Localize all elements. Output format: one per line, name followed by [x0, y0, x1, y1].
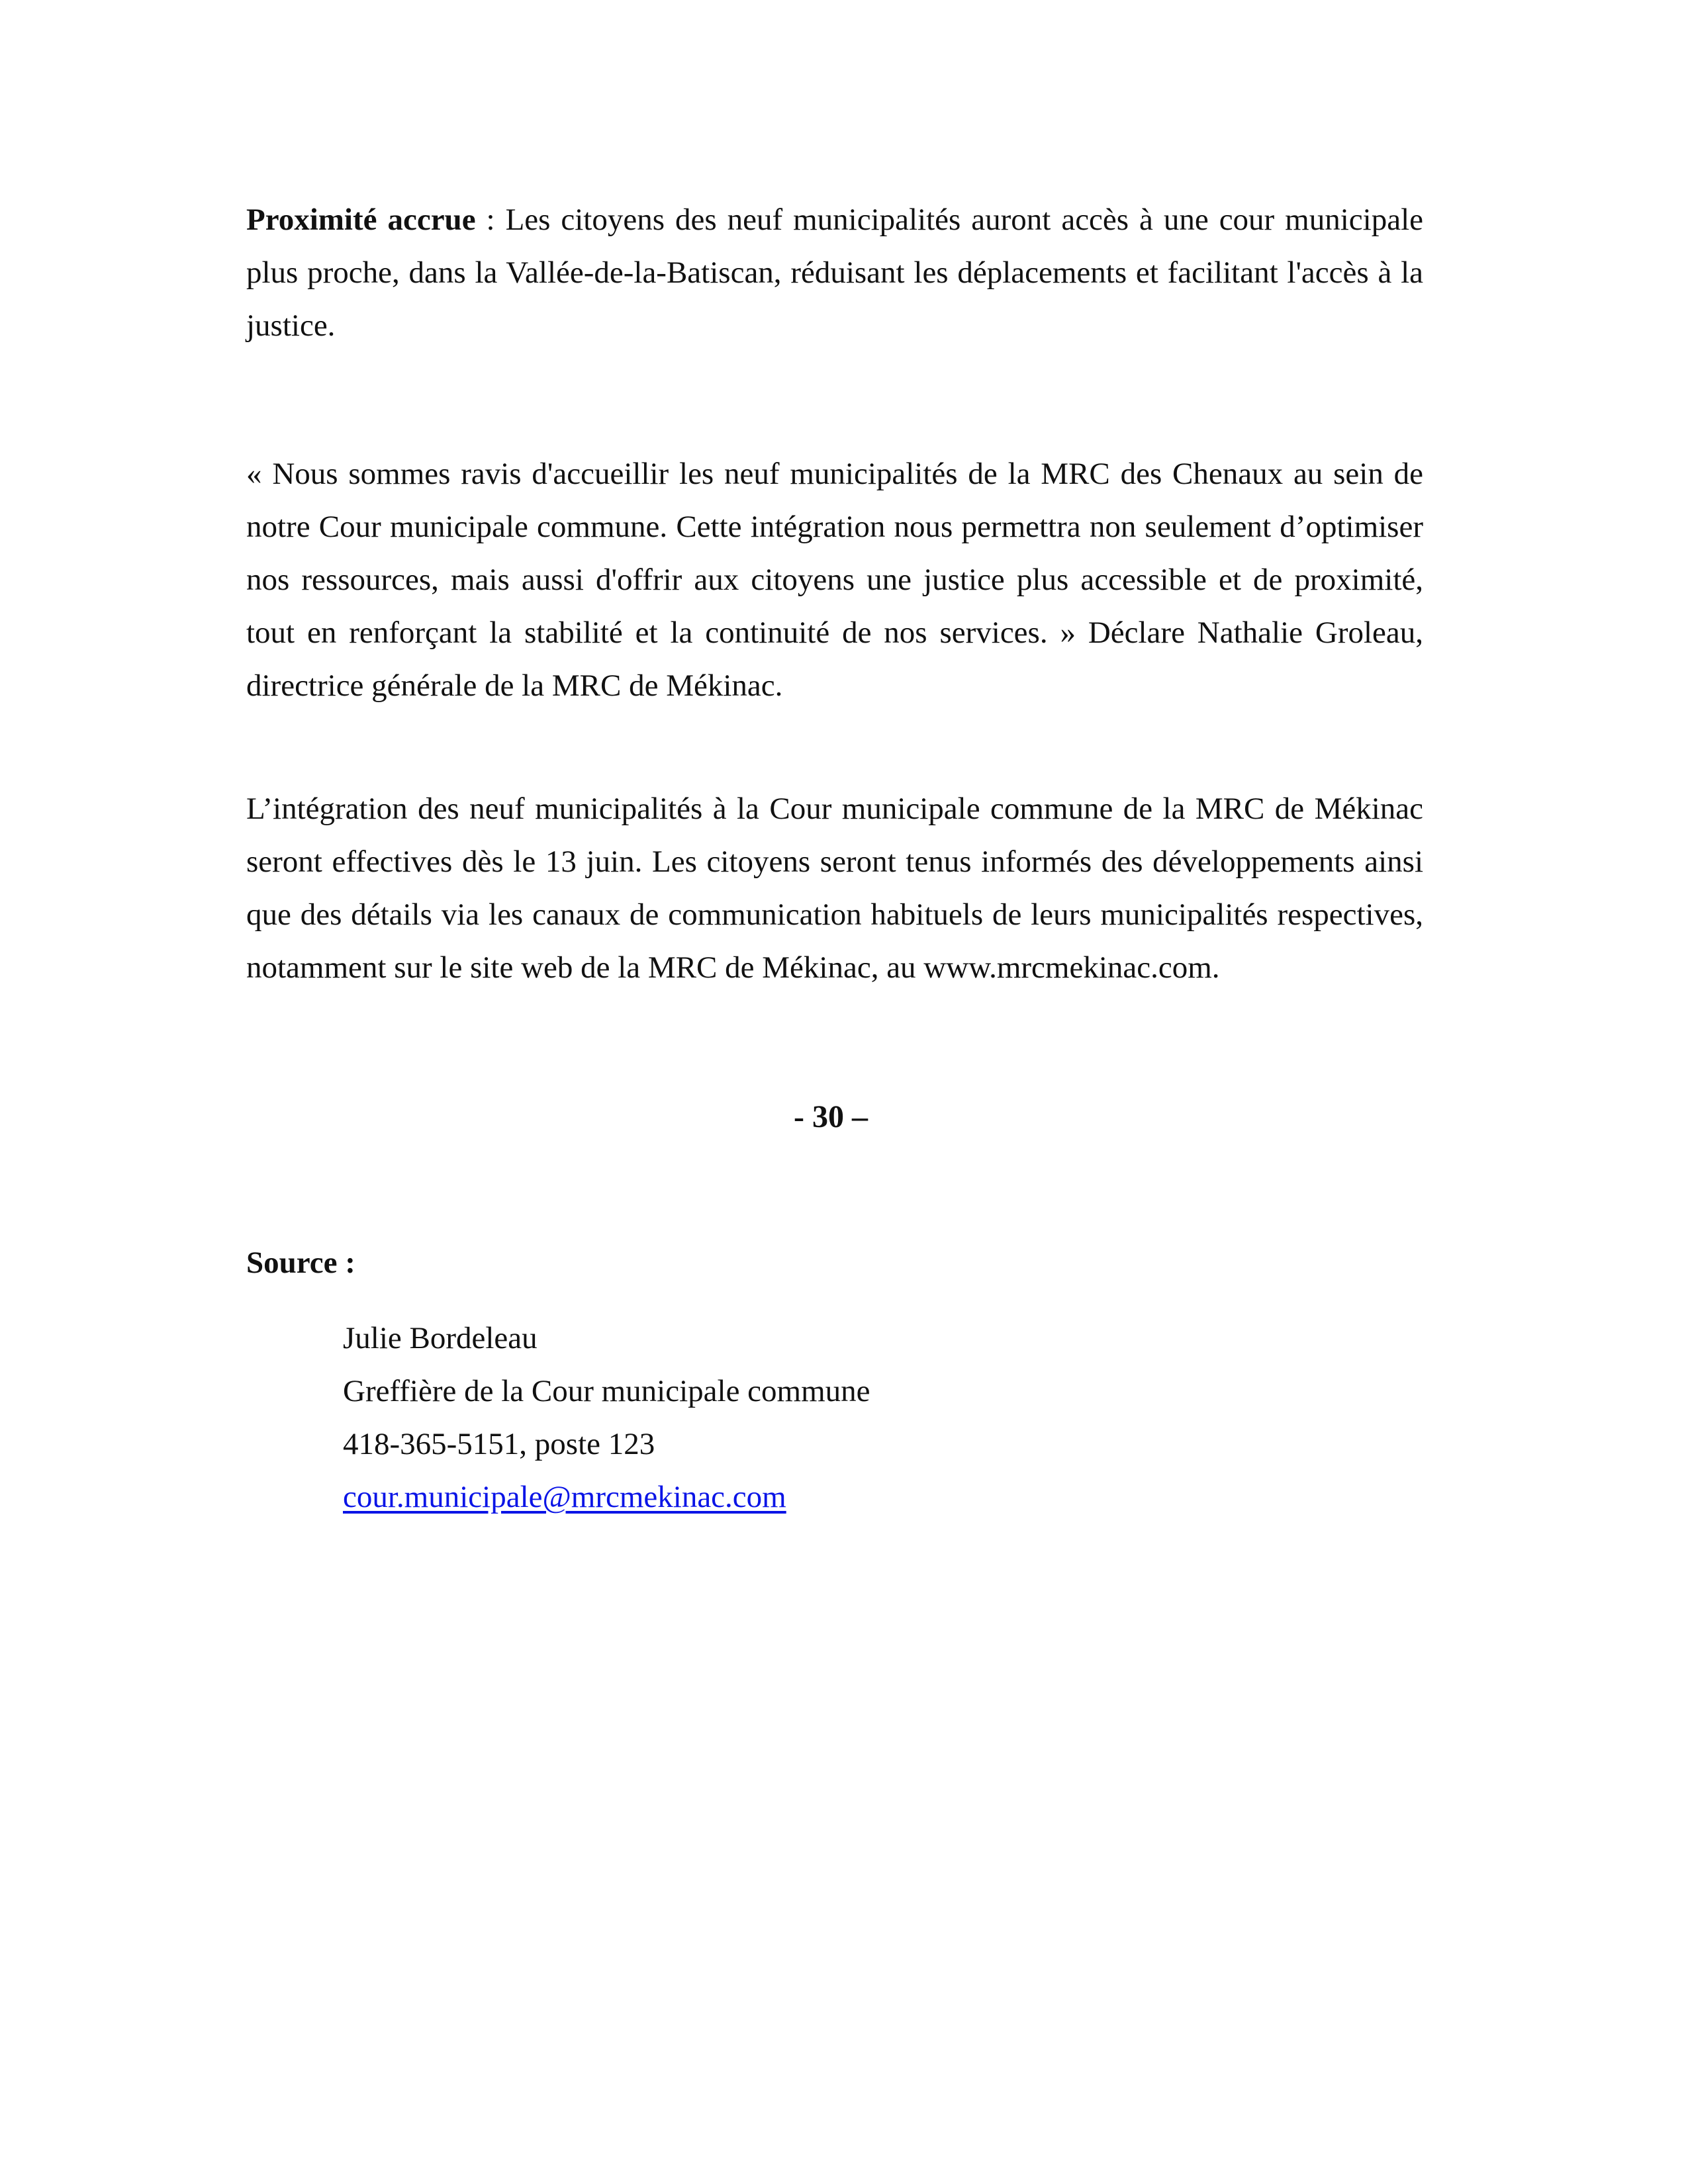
- quote-paragraph: « Nous sommes ravis d'accueillir les neuf municipalités de la MRC des Chenaux au sein de notre Cour municipale commune. Cette intégration nous permettra non seulement d’optimiser nos ressources, mais aussi d'offrir aux citoyens une justice plus accessible et de proximité, tout en renforçant la stabilité et la continuité de nos services. » Déclare Nathalie Groleau, directrice générale de la MRC de Mékinac.: [246, 457, 1423, 703]
- contact-title: Greffière de la Cour municipale commune: [343, 1374, 870, 1408]
- source-label: Source :: [246, 1246, 355, 1280]
- end-mark: - 30 –: [794, 1099, 868, 1134]
- contact-email-link[interactable]: cour.municipale@mrcmekinac.com: [343, 1480, 786, 1514]
- proximity-separator: :: [475, 203, 506, 237]
- integration-paragraph: L’intégration des neuf municipalités à la Cour municipale commune de la MRC de Mékinac seront effectives dès le 13 juin. Les citoyens seront tenus informés des développements ainsi que des détails via les canaux de communication habituels de leurs municipalités respectives, notamment sur le site web de la MRC de Mékinac, au www.mrcmekinac.com.: [246, 792, 1423, 985]
- proximity-label: Proximité accrue: [246, 203, 476, 237]
- contact-phone: 418-365-5151, poste 123: [343, 1427, 655, 1461]
- contact-name: Julie Bordeleau: [343, 1321, 538, 1355]
- proximity-text: Les citoyens des neuf municipalités auront accès à une cour municipale plus proche, dans la Vallée-de-la-Batiscan, réduisant les déplacements et facilitant l'accès à la justice.: [246, 203, 1423, 343]
- contact-block: [343, 1312, 870, 1524]
- proximity-paragraph: [246, 193, 1423, 352]
